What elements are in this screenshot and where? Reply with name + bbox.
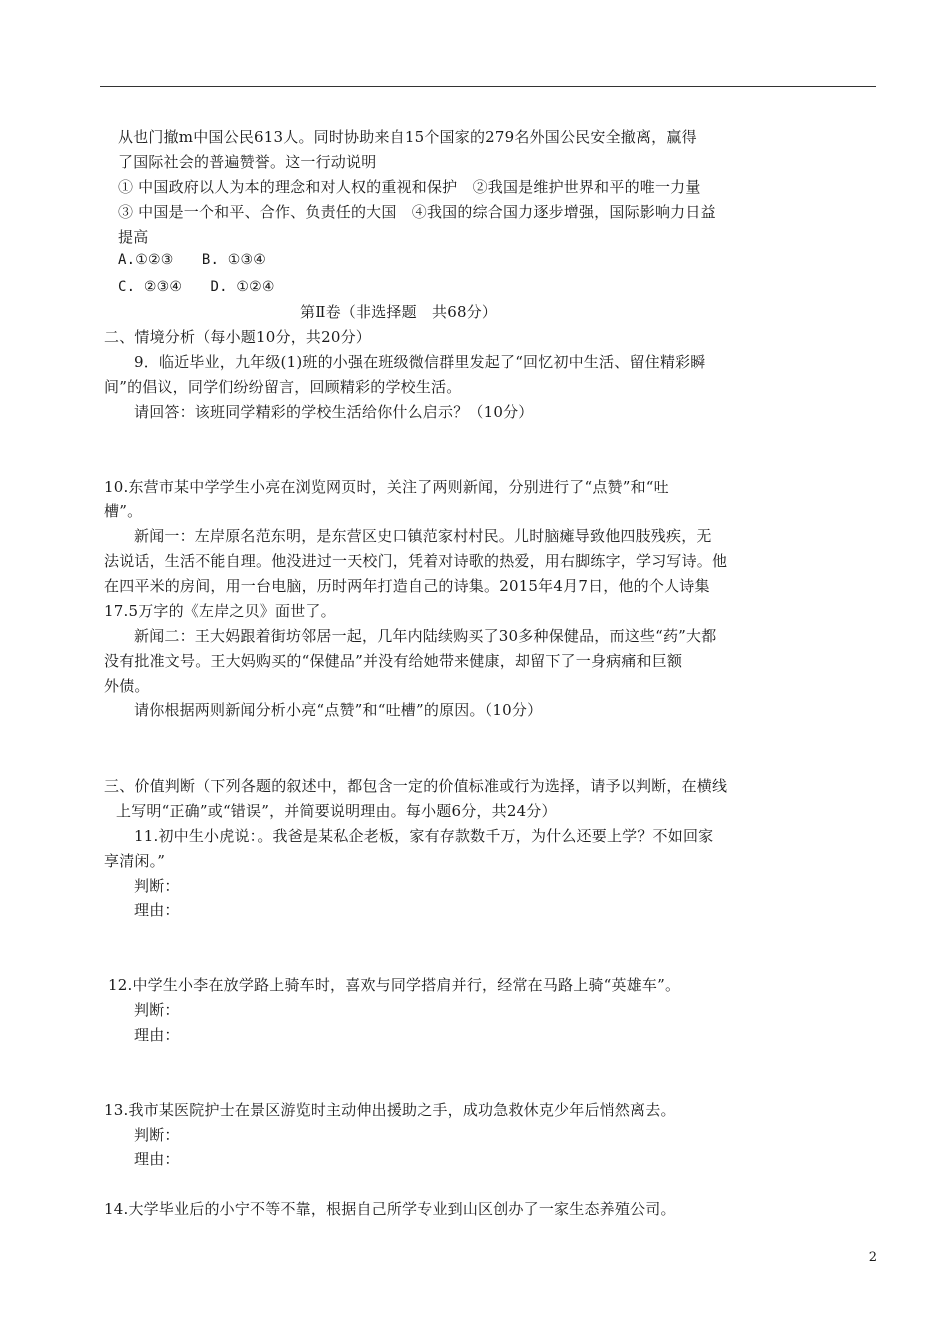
- section-heading: 三、价值判断（下列各题的叙述中，都包含一定的价值标准或行为选择，请予以判断，在横线: [104, 777, 728, 795]
- text-line: 外债。: [104, 677, 150, 695]
- text-line: 新闻二：王大妈跟着街坊邻居一起，几年内陆续购买了30多种保健品，而这些“药”大都: [134, 627, 717, 645]
- text-line: 新闻一：左岸原名范东明，是东营区史口镇范家村村民。儿时脑瘫导致他四肢残疾，无: [134, 527, 712, 545]
- text-line: 法说话，生活不能自理。他没进过一天校门，凭着对诗歌的热爱，用右脚练字，学习写诗。他: [104, 552, 728, 570]
- text-line: 请回答：该班同学精彩的学校生活给你什么启示？（10分）: [134, 403, 534, 421]
- text-line: ③ 中国是一个和平、合作、负责任的大国 ④我国的综合国力逐步增强，国际影响力日益: [118, 203, 716, 221]
- text-line: 9．临近毕业，九年级(1)班的小强在班级微信群里发起了“回忆初中生活、留住精彩瞬: [134, 353, 706, 371]
- text-line: 从也门撤m中国公民613人。同时协助来自15个国家的279名外国公民安全撤离，赢得: [118, 128, 697, 146]
- text-line: 上写明“正确”或“错误”，并简要说明理由。每小题6分，共24分）: [116, 802, 557, 820]
- text-line: 请你根据两则新闻分析小亮“点赞”和“吐槽”的原因。（10分）: [134, 701, 543, 719]
- option-line: A.①②③ B. ①③④: [118, 252, 267, 268]
- text-line: 14.大学毕业后的小宁不等不靠，根据自己所学专业到山区创办了一家生态养殖公司。: [104, 1200, 676, 1218]
- reason-label: 理由：: [134, 901, 180, 919]
- text-line: 11.初中生小虎说：。我爸是某私企老板，家有存款数千万，为什么还要上学？不如回家: [134, 827, 714, 845]
- text-line: 在四平米的房间，用一台电脑，历时两年打造自己的诗集。2015年4月7日，他的个人诗集: [104, 577, 710, 595]
- judgment-label: 判断：: [134, 877, 180, 895]
- text-line: 间”的倡议，同学们纷纷留言，回顾精彩的学校生活。: [104, 378, 462, 396]
- judgment-label: 判断：: [134, 1001, 180, 1019]
- text-line: 提高: [118, 228, 149, 246]
- text-line: 10.东营市某中学学生小亮在浏览网页时，关注了两则新闻，分别进行了“点赞”和“吐: [104, 478, 669, 496]
- text-line: 了国际社会的普遍赞誉。这一行动说明: [118, 153, 377, 171]
- option-line: C. ②③④ D. ①②④: [118, 279, 275, 295]
- text-line: 没有批准文号。王大妈购买的“保健品”并没有给她带来健康，却留下了一身病痛和巨额: [104, 652, 683, 670]
- section-heading: 二、情境分析（每小题10分，共20分）: [104, 328, 371, 346]
- text-line: 12.中学生小李在放学路上骑车时，喜欢与同学搭肩并行，经常在马路上骑“英雄车”。: [108, 976, 681, 994]
- header-rule: [100, 86, 876, 87]
- reason-label: 理由：: [134, 1026, 180, 1044]
- text-line: ① 中国政府以人为本的理念和对人权的重视和保护 ②我国是维护世界和平的唯一力量: [118, 178, 701, 196]
- text-line: 槽”。: [104, 502, 143, 520]
- text-line: 13.我市某医院护士在景区游览时主动伸出援助之手，成功急救休克少年后悄然离去。: [104, 1101, 676, 1119]
- section-heading: 第Ⅱ卷（非选择题 共68分）: [300, 303, 498, 321]
- text-line: 17.5万字的《左岸之贝》面世了。: [104, 602, 336, 620]
- text-line: 享清闲。”: [104, 852, 166, 870]
- page-number: 2: [868, 1250, 877, 1265]
- judgment-label: 判断：: [134, 1126, 180, 1144]
- reason-label: 理由：: [134, 1150, 180, 1168]
